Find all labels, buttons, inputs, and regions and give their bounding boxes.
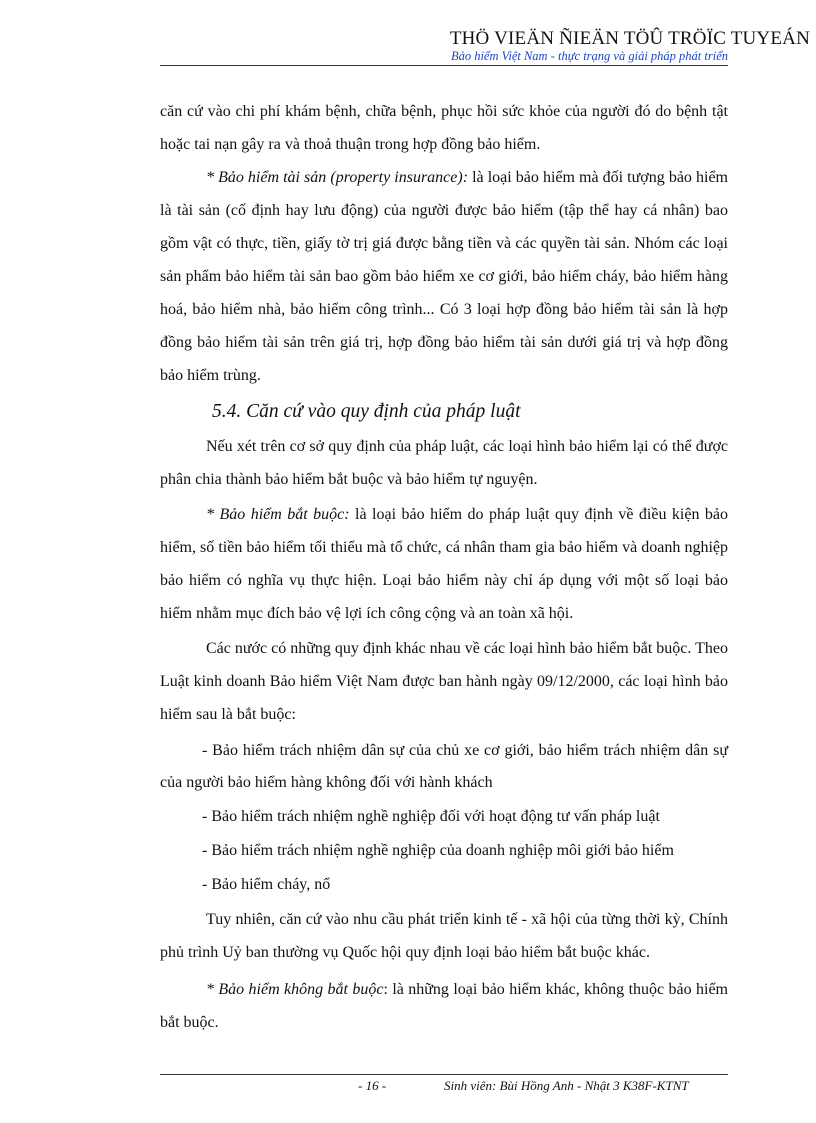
running-header: Bảo hiểm Việt Nam - thực trạng và giải pháp phát triển [450,49,728,63]
paragraph-continuation: căn cứ vào chi phí khám bệnh, chữa bệnh, phục hồi sức khỏe của người đó do bệnh tật hoặc tai nạn gây ra và thoả thuận trong hợp đồng bảo hiểm. [160,103,728,153]
page-number: - 16 - [358,1078,387,1093]
paragraph-property-insurance [160,161,728,392]
list-item: - Bảo hiểm trách nhiệm dân sự của chủ xe cơ giới, bảo hiểm trách nhiệm dân sự của người bảo hiểm hàng không đối với hành khách [160,742,728,791]
paragraph-text: : là những loại bảo hiểm khác, không thuộc bảo hiểm bắt buộc. [160,981,728,1031]
term-compulsory-insurance: * Bảo hiểm bắt buộc: [206,506,350,523]
paragraph-text: là loại bảo hiểm mà đối tượng bảo hiểm là tài sản (cố định hay lưu động) của người được bảo hiểm (tập thể hay cá nhân) bao gồm vật có thực, tiền, giấy tờ trị giá được bằng tiền và các quyền tài sản. Nhóm các loại sản phẩm bảo hiểm tài sản bao gồm bảo hiểm xe cơ giới, bảo hiểm cháy, bảo hiểm hàng hoá, bảo hiểm nhà, bảo hiểm công trình... Có 3 loại hợp đồng bảo hiểm tài sản là hợp đồng bảo hiểm tài sản trên giá trị, hợp đồng bảo hiểm tài sản dưới giá trị và hợp đồng bảo hiểm trùng. [160,169,728,384]
list-item: - Bảo hiểm trách nhiệm nghề nghiệp đối với hoạt động tư vấn pháp luật [202,808,660,825]
term-voluntary-insurance: * Bảo hiểm không bắt buộc [206,981,384,998]
footer-author: Sinh viên: Bùi Hồng Anh - Nhật 3 K38F-KTNT [444,1078,689,1093]
list-item: - Bảo hiểm cháy, nổ [202,876,331,893]
footer-rule [160,1074,728,1075]
section-heading: 5.4. Căn cứ vào quy định của pháp luật [212,401,521,422]
paragraph-countries: Các nước có những quy định khác nhau về các loại hình bảo hiểm bắt buộc. Theo Luật kinh doanh Bảo hiểm Việt Nam được ban hành ngày 09/12/2000, các loại hình bảo hiểm sau là bắt buộc: [160,640,728,723]
library-watermark: THÖ VIEÄN ÑIEÄN TÖÛ TRÖÏC TUYEÁN [449,28,810,49]
paragraph-intro: Nếu xét trên cơ sở quy định của pháp luật, các loại hình bảo hiểm lại có thể được phân chia thành bảo hiểm bắt buộc và bảo hiểm tự nguyện. [160,438,728,488]
header-rule [160,65,728,66]
paragraph-voluntary-insurance [160,973,728,1039]
term-property-insurance: * Bảo hiểm tài sản (property insurance): [206,169,469,186]
document-body [160,95,728,1039]
list-item: - Bảo hiểm trách nhiệm nghề nghiệp của doanh nghiệp môi giới bảo hiểm [202,842,674,859]
paragraph-compulsory-insurance [160,498,728,630]
paragraph-government: Tuy nhiên, căn cứ vào nhu cầu phát triển kinh tế - xã hội của từng thời kỳ, Chính phủ trình Uỷ ban thường vụ Quốc hội quy định loại bảo hiểm bắt buộc khác. [160,911,728,961]
paragraph-text: là loại bảo hiểm do pháp luật quy định về điều kiện bảo hiểm, số tiền bảo hiểm tối thiểu mà tổ chức, cá nhân tham gia bảo hiểm và doanh nghiệp bảo hiểm có nghĩa vụ thực hiện. Loại bảo hiểm này chỉ áp dụng với một số loại bảo hiểm nhằm mục đích bảo vệ lợi ích công cộng và an toàn xã hội. [160,506,729,622]
